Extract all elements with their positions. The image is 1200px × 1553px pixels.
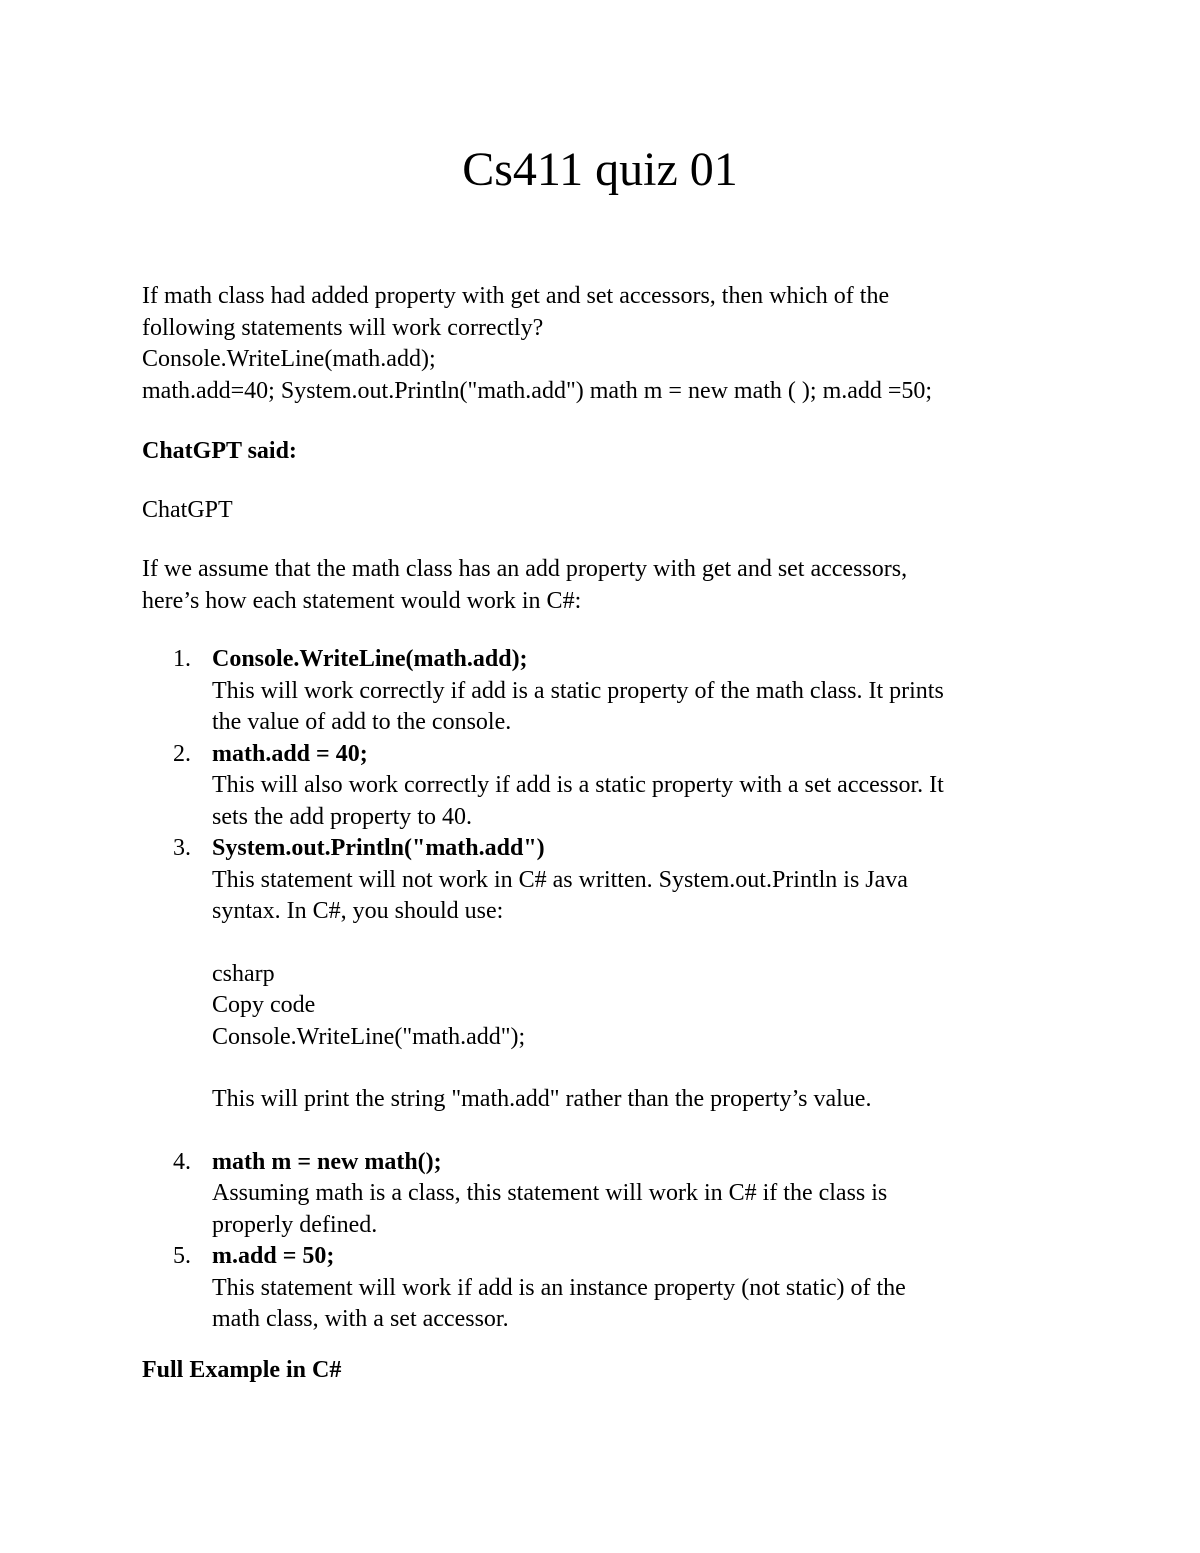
list-item-line: This will print the string "math.add" rather than the property’s value. [212, 1086, 872, 1112]
code-line: Console.WriteLine("math.add"); [212, 1023, 526, 1050]
list-item-line: properly defined. [212, 1211, 378, 1238]
intro-line: If we assume that the math class has an add property with get and set accessors, [142, 556, 908, 582]
question-line: If math class had added property with get and set accessors, then which of the [142, 283, 890, 309]
intro-paragraph [142, 554, 1072, 617]
list-item-line: This will also work correctly if add is a static property with a set accessor. It [212, 772, 944, 798]
code-block [212, 959, 1072, 1054]
list-item [142, 1147, 1072, 1242]
list-item [142, 644, 1072, 739]
page-title: Cs411 quiz 01 [462, 143, 738, 196]
list-item-line: syntax. In C#, you should use: [212, 898, 504, 924]
list-item-line: Assuming math is a class, this statement will work in C# if the class is [212, 1180, 888, 1206]
list-item [142, 739, 1072, 834]
question-line: math.add=40; System.out.Println("math.add") math m = new math ( ); m.add =50; [142, 377, 933, 404]
list-item-heading: m.add = 50; [212, 1243, 335, 1269]
list-item-line: This statement will work if add is an instance property (not static) of the [212, 1274, 906, 1301]
question-paragraph [142, 281, 1072, 407]
question-line: following statements will work correctly? [142, 314, 544, 341]
list-item-number: 3. [173, 835, 191, 861]
list-item-line: the value of add to the console. [212, 709, 512, 735]
list-item-heading: math.add = 40; [212, 740, 368, 767]
chatgpt-said-heading: ChatGPT said: [142, 438, 297, 464]
chatgpt-label: ChatGPT [142, 497, 233, 523]
list-item-number: 1. [173, 646, 191, 672]
full-example-heading: Full Example in C# [142, 1357, 342, 1383]
list-item-line: This will work correctly if add is a static property of the math class. It prints [212, 677, 944, 704]
list-item-heading: System.out.Println("math.add") [212, 835, 545, 861]
list-item [142, 1241, 1072, 1336]
list-item [142, 833, 1072, 1116]
copy-code-label: Copy code [212, 992, 316, 1018]
statement-list [142, 644, 1072, 1336]
list-item-line: This statement will not work in C# as written. System.out.Println is Java [212, 866, 908, 893]
list-item-number: 4. [173, 1148, 191, 1175]
list-item-number: 5. [173, 1243, 191, 1269]
list-item-heading: math m = new math(); [212, 1148, 442, 1175]
code-language-label: csharp [212, 960, 275, 987]
list-item-line: sets the add property to 40. [212, 803, 472, 830]
question-line: Console.WriteLine(math.add); [142, 346, 436, 372]
list-item-heading: Console.WriteLine(math.add); [212, 646, 528, 672]
intro-line: here’s how each statement would work in C#: [142, 587, 582, 614]
list-item-number: 2. [173, 740, 191, 767]
list-item-line: math class, with a set accessor. [212, 1306, 509, 1332]
